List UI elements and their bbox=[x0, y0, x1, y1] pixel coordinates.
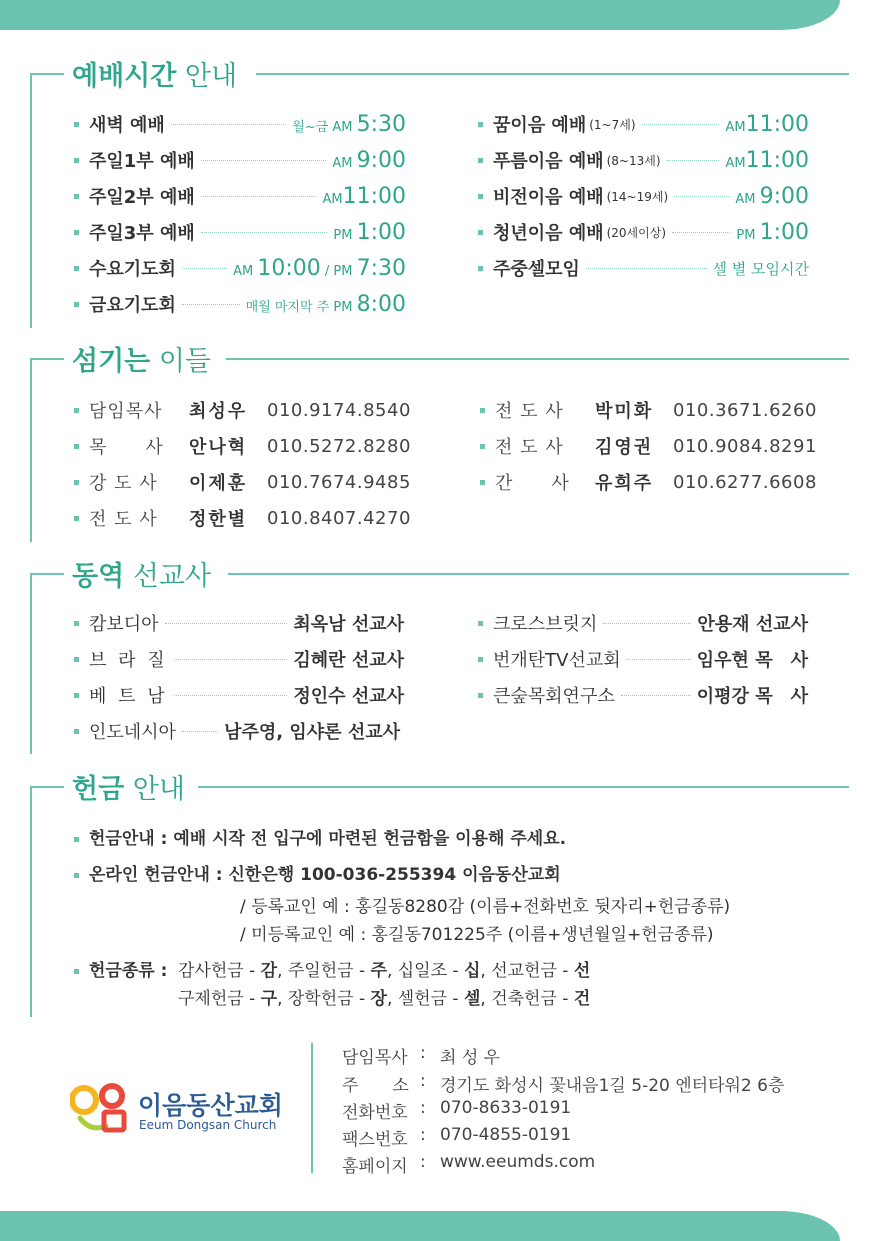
worship-row: 푸름이음 예배 (8~13세) AM11:00 bbox=[478, 147, 809, 173]
church-info-row: 주 소 : 경기도 화성시 꽃내음1길 5-20 엔터타워2 6층 bbox=[342, 1071, 785, 1096]
section-line bbox=[30, 73, 32, 328]
church-info-row: 담임목사 : 최 성 우 bbox=[342, 1043, 501, 1068]
church-name-en: Eeum Dongsan Church bbox=[139, 1118, 277, 1132]
worship-row: 비전이음 예배 (14~19세) AM 9:00 bbox=[478, 183, 809, 209]
section-line bbox=[30, 358, 64, 360]
church-info-row: 전화번호 : 070-8633-0191 bbox=[342, 1098, 572, 1123]
section-line bbox=[30, 358, 32, 542]
church-name: 이음동산교회 bbox=[138, 1091, 283, 1120]
bottom-band bbox=[0, 1211, 840, 1241]
worship-row: 금요기도회 매월 마지막 주 PM 8:00 bbox=[74, 291, 406, 317]
staff-row: 전 도 사 김영권 010.9084.8291 bbox=[480, 433, 817, 459]
mission-row: 큰숲목회연구소 이평강 목 사 bbox=[478, 682, 808, 708]
staff-row: 목 사 안나혁 010.5272.8280 bbox=[74, 433, 411, 459]
offering-title: 헌금 안내 bbox=[72, 774, 185, 805]
section-line bbox=[226, 358, 849, 360]
staff-row: 담임목사 최성우 010.9174.8540 bbox=[74, 397, 411, 423]
offering-line: / 미등록교인 예 : 홍길동701225주 (이름+생년월일+헌금종류) bbox=[240, 925, 714, 945]
church-info-row[interactable]: 홈페이지 : www.eeumds.com bbox=[342, 1152, 596, 1177]
staff-title: 섬기는 이들 bbox=[72, 346, 212, 377]
mission-row: 브 라 질 김혜란 선교사 bbox=[74, 646, 404, 672]
worship-row: 주중셀모임 셀 별 모임시간 bbox=[478, 255, 809, 281]
worship-title: 예배시간 안내 bbox=[72, 61, 238, 92]
missions-title: 동역 선교사 bbox=[72, 561, 212, 592]
top-band bbox=[0, 0, 840, 30]
worship-row: 꿈이음 예배 (1~7세) AM11:00 bbox=[478, 111, 809, 137]
worship-row: 청년이음 예배 (20세이상) PM 1:00 bbox=[478, 219, 809, 245]
mission-row: 크로스브릿지 안용재 선교사 bbox=[478, 610, 808, 636]
church-logo-icon bbox=[70, 1082, 132, 1140]
worship-row: 수요기도회 AM 10:00 / PM 7:30 bbox=[74, 255, 406, 281]
homepage-link[interactable]: www.eeumds.com bbox=[440, 1152, 596, 1172]
worship-row: 주일3부 예배 PM 1:00 bbox=[74, 219, 406, 245]
section-line bbox=[198, 786, 849, 788]
mission-row: 베 트 남 정인수 선교사 bbox=[74, 682, 404, 708]
staff-row: 전 도 사 박미화 010.3671.6260 bbox=[480, 397, 817, 423]
section-line bbox=[30, 573, 64, 575]
mission-row: 인도네시아 남주영, 임샤론 선교사 bbox=[74, 718, 400, 744]
staff-row: 전 도 사 정한별 010.8407.4270 bbox=[74, 505, 411, 531]
worship-row: 주일2부 예배 AM11:00 bbox=[74, 183, 406, 209]
section-line bbox=[30, 73, 64, 75]
offering-line: 헌금안내 : 예배 시작 전 입구에 마련된 헌금함을 이용해 주세요. bbox=[74, 824, 566, 849]
church-info-row: 팩스번호 : 070-4855-0191 bbox=[342, 1125, 572, 1150]
staff-row: 강 도 사 이제훈 010.7674.9485 bbox=[74, 469, 411, 495]
offering-kinds-row: 구제헌금 - 구, 장학헌금 - 장, 셀헌금 - 셀, 건축헌금 - 건 bbox=[178, 989, 591, 1009]
staff-row: 간 사 유희주 010.6277.6608 bbox=[480, 469, 817, 495]
offering-kinds-row: 감사헌금 - 감, 주일헌금 - 주, 십일조 - 십, 선교헌금 - 선 bbox=[178, 961, 591, 981]
section-line bbox=[30, 786, 64, 788]
offering-kinds: 헌금종류 : bbox=[74, 956, 167, 981]
footer-divider bbox=[311, 1043, 313, 1173]
section-line bbox=[30, 786, 32, 1017]
worship-row: 주일1부 예배 AM 9:00 bbox=[74, 147, 406, 173]
section-line bbox=[256, 73, 849, 75]
offering-line: / 등록교인 예 : 홍길동8280감 (이름+전화번호 뒷자리+헌금종류) bbox=[240, 897, 731, 917]
section-line bbox=[228, 573, 849, 575]
mission-row: 캄보디아 최옥남 선교사 bbox=[74, 610, 404, 636]
offering-line: 온라인 헌금안내 : 신한은행 100-036-255394 이음동산교회 bbox=[74, 860, 561, 885]
mission-row: 번개탄TV선교회 임우현 목 사 bbox=[478, 646, 808, 672]
section-line bbox=[30, 573, 32, 754]
worship-row: 새벽 예배 월~금 AM 5:30 bbox=[74, 111, 406, 137]
